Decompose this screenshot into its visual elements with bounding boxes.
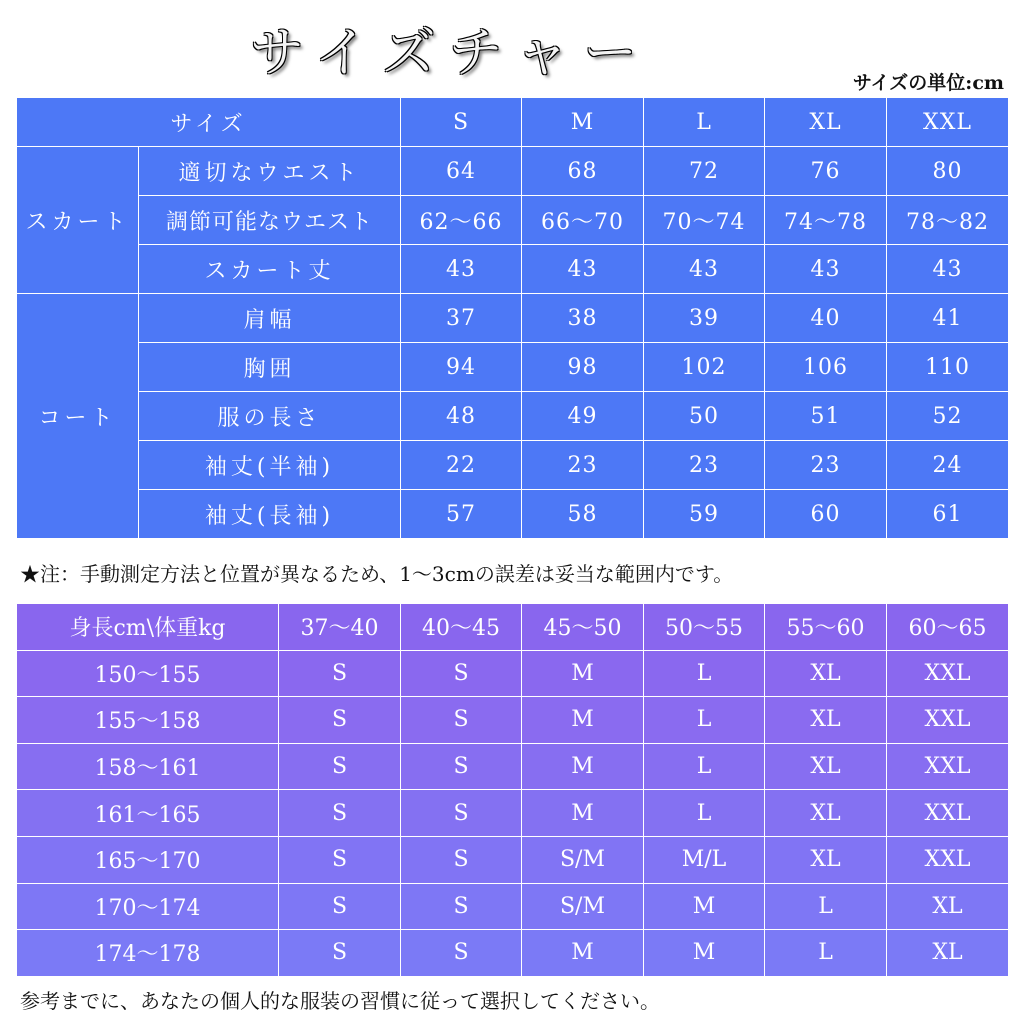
footer-advice: 参考までに、あなたの個人的な服装の習慣に従って選択してください。: [20, 989, 660, 1013]
table-cell: L: [644, 743, 765, 790]
table-cell: S: [401, 790, 522, 837]
table-cell: 49: [522, 392, 644, 441]
table-cell: XXL: [887, 836, 1009, 883]
row-label: 適切なウエスト: [139, 147, 401, 196]
size-header-cell: L: [644, 98, 765, 147]
table-cell: M: [644, 930, 765, 977]
table-cell: 59: [644, 490, 765, 539]
table-row: [17, 836, 1009, 883]
table-cell: L: [644, 650, 765, 697]
height-label: 165～170: [17, 836, 279, 883]
table-cell: S/M: [522, 836, 644, 883]
table-cell: 57: [401, 490, 522, 539]
table-row: [17, 490, 1009, 539]
group-label-coat: コート: [17, 294, 139, 539]
group-label-skirt: スカート: [17, 147, 139, 294]
table-cell: 51: [765, 392, 887, 441]
table-cell: XXL: [887, 743, 1009, 790]
size-chart-table: [16, 97, 1009, 539]
weight-header-cell: 60～65: [887, 604, 1009, 651]
row-label: 胸囲: [139, 343, 401, 392]
height-label: 161～165: [17, 790, 279, 837]
table-row: [17, 697, 1009, 744]
table-cell: M: [644, 883, 765, 930]
size-header-cell: XXL: [887, 98, 1009, 147]
table-row: [17, 790, 1009, 837]
table-cell: 106: [765, 343, 887, 392]
table-cell: XL: [765, 650, 887, 697]
table-cell: 43: [765, 245, 887, 294]
height-label: 158～161: [17, 743, 279, 790]
table-cell: S: [401, 836, 522, 883]
table-row: [17, 441, 1009, 490]
table-cell: M/L: [644, 836, 765, 883]
table-row: [17, 930, 1009, 977]
table-row: [17, 883, 1009, 930]
measurement-note: ★注：手動測定方法と位置が異なるため、1～3cmの誤差は妥当な範囲内です。: [20, 562, 734, 586]
table-cell: S: [279, 836, 401, 883]
table-cell: XXL: [887, 790, 1009, 837]
table-cell: M: [522, 697, 644, 744]
table-cell: 23: [765, 441, 887, 490]
table-cell: XL: [887, 930, 1009, 977]
table-cell: 43: [401, 245, 522, 294]
table-cell: 43: [887, 245, 1009, 294]
table-cell: XXL: [887, 650, 1009, 697]
weight-header-cell: 45～50: [522, 604, 644, 651]
size-header-cell: S: [401, 98, 522, 147]
table-cell: 39: [644, 294, 765, 343]
row-label: 袖丈(半袖): [139, 441, 401, 490]
table-row: [17, 245, 1009, 294]
table-cell: L: [644, 697, 765, 744]
table-cell: S: [279, 883, 401, 930]
table-cell: M: [522, 930, 644, 977]
table-cell: 66～70: [522, 196, 644, 245]
table-cell: 61: [887, 490, 1009, 539]
table-row: [17, 743, 1009, 790]
table-row: [17, 294, 1009, 343]
weight-header-cell: 55～60: [765, 604, 887, 651]
table-cell: 98: [522, 343, 644, 392]
corner-label: 身長cm\体重kg: [17, 604, 279, 651]
table-cell: 23: [644, 441, 765, 490]
height-label: 170～174: [17, 883, 279, 930]
table-cell: S: [401, 697, 522, 744]
size-header-row: [17, 98, 1009, 147]
row-label: 袖丈(長袖): [139, 490, 401, 539]
page-title: サイズチャー: [250, 21, 651, 84]
table-cell: 23: [522, 441, 644, 490]
table-cell: 58: [522, 490, 644, 539]
table-cell: 64: [401, 147, 522, 196]
table-cell: 94: [401, 343, 522, 392]
table-cell: 78～82: [887, 196, 1009, 245]
table-cell: S: [401, 883, 522, 930]
row-label: スカート丈: [139, 245, 401, 294]
table-cell: 76: [765, 147, 887, 196]
table-cell: S: [279, 790, 401, 837]
weight-header-cell: 37～40: [279, 604, 401, 651]
height-weight-table: [16, 603, 1009, 977]
table-cell: L: [765, 883, 887, 930]
table-row: [17, 392, 1009, 441]
table-row: [17, 147, 1009, 196]
table-cell: 68: [522, 147, 644, 196]
table-cell: XL: [765, 836, 887, 883]
table-cell: 43: [522, 245, 644, 294]
table-row: [17, 343, 1009, 392]
table-cell: S: [279, 743, 401, 790]
table-cell: S: [279, 650, 401, 697]
table-cell: 62～66: [401, 196, 522, 245]
table-cell: XXL: [887, 697, 1009, 744]
table-row: [17, 650, 1009, 697]
table-cell: 60: [765, 490, 887, 539]
table-cell: M: [522, 650, 644, 697]
table-cell: 52: [887, 392, 1009, 441]
table-cell: 24: [887, 441, 1009, 490]
table-cell: 50: [644, 392, 765, 441]
table-cell: L: [644, 790, 765, 837]
table-cell: S: [279, 697, 401, 744]
table-cell: S: [279, 930, 401, 977]
size-header-label: サイズ: [17, 98, 401, 147]
table-cell: XL: [765, 743, 887, 790]
weight-header-cell: 40～45: [401, 604, 522, 651]
size-header-cell: XL: [765, 98, 887, 147]
table-cell: 22: [401, 441, 522, 490]
table-cell: 40: [765, 294, 887, 343]
table-cell: 37: [401, 294, 522, 343]
table-cell: XL: [765, 697, 887, 744]
weight-header-row: [17, 604, 1009, 651]
height-label: 155～158: [17, 697, 279, 744]
table-cell: S/M: [522, 883, 644, 930]
height-label: 150～155: [17, 650, 279, 697]
table-cell: S: [401, 930, 522, 977]
table-cell: XL: [765, 790, 887, 837]
row-label: 肩幅: [139, 294, 401, 343]
table-cell: 43: [644, 245, 765, 294]
table-row: [17, 196, 1009, 245]
table-cell: L: [765, 930, 887, 977]
table-cell: 72: [644, 147, 765, 196]
weight-header-cell: 50～55: [644, 604, 765, 651]
height-label: 174～178: [17, 930, 279, 977]
table-cell: 110: [887, 343, 1009, 392]
table-cell: 48: [401, 392, 522, 441]
table-cell: 80: [887, 147, 1009, 196]
row-label: 調節可能なウエスト: [139, 196, 401, 245]
table-cell: 74～78: [765, 196, 887, 245]
row-label: 服の長さ: [139, 392, 401, 441]
table-cell: M: [522, 790, 644, 837]
table-cell: M: [522, 743, 644, 790]
unit-note: サイズの単位:cm: [852, 72, 1004, 94]
size-header-cell: M: [522, 98, 644, 147]
table-cell: 70～74: [644, 196, 765, 245]
table-cell: S: [401, 743, 522, 790]
table-cell: 38: [522, 294, 644, 343]
table-cell: XL: [887, 883, 1009, 930]
table-cell: 102: [644, 343, 765, 392]
table-cell: S: [401, 650, 522, 697]
table-cell: 41: [887, 294, 1009, 343]
